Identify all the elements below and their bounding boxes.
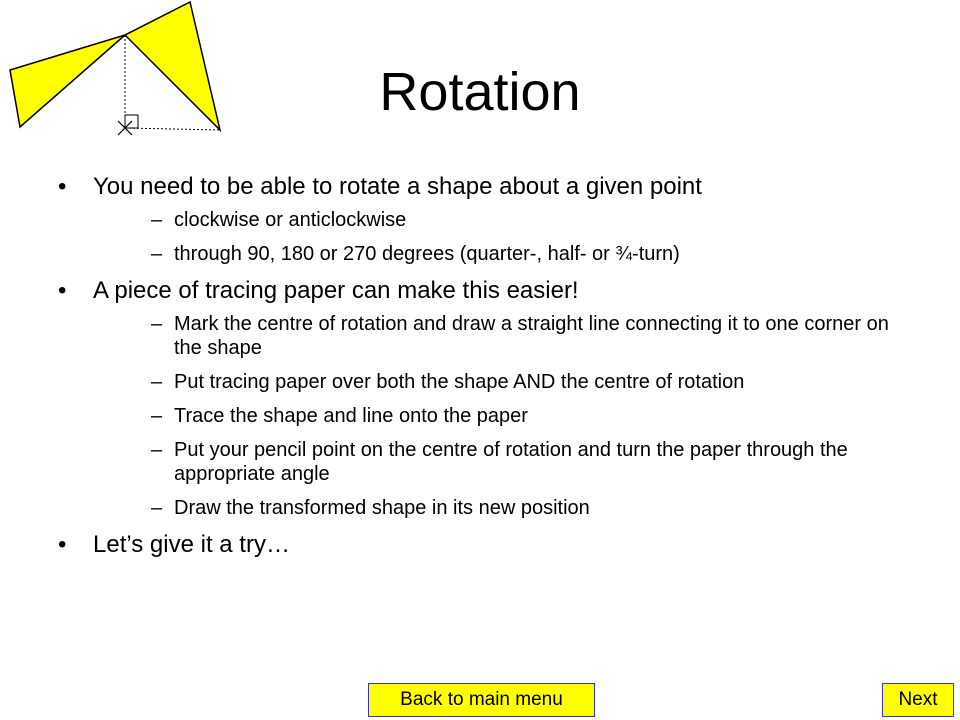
bullet-item [58, 276, 918, 520]
bullet-item [58, 530, 918, 560]
sub-bullet-item [93, 208, 918, 232]
bullet-text: A piece of tracing paper can make this easier! [93, 277, 579, 304]
sub-bullet-marker: – [151, 313, 163, 335]
sub-bullet-text: Draw the transformed shape in its new position [174, 497, 590, 519]
sub-bullet-item [93, 242, 918, 266]
sub-bullet-marker: – [151, 371, 163, 393]
sub-bullet-item [93, 370, 918, 394]
sub-bullet-text: Trace the shape and line onto the paper [174, 405, 528, 427]
sub-bullet-marker: – [151, 209, 163, 231]
slide-title: Rotation [379, 62, 581, 122]
rotation-line-horizontal [125, 128, 220, 130]
sub-bullet-marker: – [151, 439, 163, 461]
bullet-text: You need to be able to rotate a shape about a given point [93, 173, 702, 200]
sub-bullet-item [93, 404, 918, 428]
sub-bullet-text: Mark the centre of rotation and draw a straight line connecting it to one corner on the shape [174, 313, 889, 359]
bullet-item [58, 172, 918, 266]
sub-bullet-list [93, 208, 918, 266]
bullet-list [58, 172, 918, 568]
sub-bullet-text: Put your pencil point on the centre of rotation and turn the paper through the appropriate angle [174, 439, 848, 485]
bullet-text: Let’s give it a try… [93, 531, 290, 558]
sub-bullet-item [93, 312, 918, 360]
sub-bullet-text: through 90, 180 or 270 degrees (quarter-, half- or ¾-turn) [174, 243, 680, 265]
sub-bullet-text: Put tracing paper over both the shape AND the centre of rotation [174, 371, 745, 393]
sub-bullet-marker: – [151, 243, 163, 265]
bullet-marker: • [58, 531, 67, 558]
sub-bullet-list [93, 312, 918, 520]
bullet-marker: • [58, 173, 67, 200]
sub-bullet-marker: – [151, 497, 163, 519]
bullet-marker: • [58, 277, 67, 304]
back-to-main-menu-button[interactable]: Back to main menu [368, 683, 595, 717]
sub-bullet-item [93, 438, 918, 486]
next-button[interactable]: Next [882, 683, 954, 717]
sub-bullet-marker: – [151, 405, 163, 427]
sub-bullet-text: clockwise or anticlockwise [174, 209, 407, 231]
sub-bullet-item [93, 496, 918, 520]
